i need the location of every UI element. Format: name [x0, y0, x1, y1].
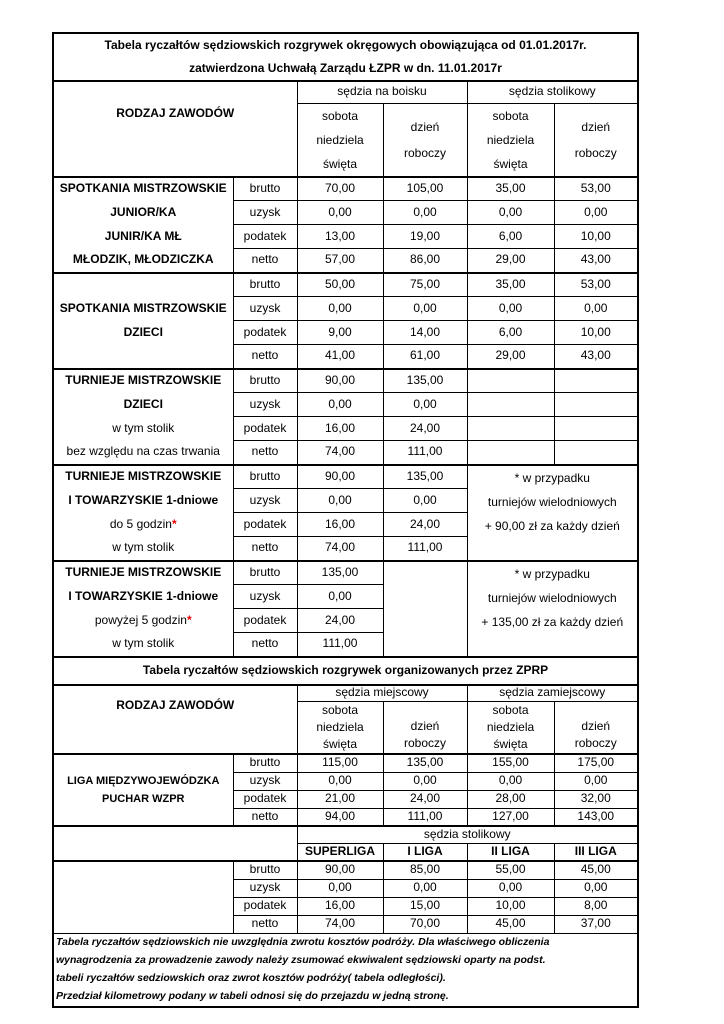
sec5-label-3 [53, 609, 233, 633]
row-label-brutto: brutto [233, 561, 297, 585]
value-cell: 70,00 [383, 915, 467, 933]
empty-cell [554, 417, 638, 441]
note-line: turniejów wielodniowych [487, 494, 617, 509]
note-line: * w przypadku [514, 566, 590, 581]
sec1-label-1: SPOTKANIA MISTRZOWSKIE [59, 181, 227, 196]
header-workday-2 [554, 103, 638, 177]
value-cell: 53,00 [554, 177, 638, 201]
row-label-netto: netto [233, 633, 297, 657]
empty-cell [554, 369, 638, 393]
row-label-podatek: podatek [233, 790, 297, 808]
value-cell: 24,00 [383, 417, 467, 441]
row-label-podatek: podatek [233, 417, 297, 441]
value-cell: 28,00 [467, 790, 554, 808]
value-cell: 90,00 [297, 861, 383, 879]
value-cell: 143,00 [554, 808, 638, 826]
header-swieta: święta [322, 156, 357, 171]
value-cell: 50,00 [297, 273, 383, 297]
value-cell: 111,00 [297, 633, 383, 657]
header-rodzaj-zawodow: RODZAJ ZAWODÓW [53, 81, 297, 177]
header-swieta: święta [322, 737, 357, 751]
header-workday-1 [383, 103, 467, 177]
header-sobota: sobota [492, 703, 529, 717]
row-label-brutto: brutto [233, 369, 297, 393]
footnote-line-1: Tabela ryczałtów sędziowskich nie uwzględnia zwrotu kosztów podróży. Dla właściwego obliczenia [56, 936, 550, 949]
sec4-note [467, 465, 638, 561]
header-roboczy: roboczy [403, 145, 447, 160]
value-cell: 6,00 [467, 321, 554, 345]
header-i-liga: I LIGA [383, 843, 467, 861]
value-cell: 10,00 [554, 321, 638, 345]
value-cell: 0,00 [297, 393, 383, 417]
header-superliga: SUPERLIGA [297, 843, 383, 861]
header-roboczy: roboczy [403, 735, 447, 750]
value-cell: 74,00 [297, 441, 383, 465]
value-cell: 0,00 [554, 879, 638, 897]
header-iii-liga: III LIGA [554, 843, 638, 861]
sec2-label-2: DZIECI [123, 324, 163, 339]
header-swieta: święta [493, 156, 528, 171]
header2-weekend-1 [297, 702, 383, 755]
empty-cell [383, 561, 467, 657]
sec2-label-1: SPOTKANIA MISTRZOWSKIE [59, 300, 227, 315]
value-cell: 21,00 [297, 790, 383, 808]
row-label-uzysk: uzysk [233, 585, 297, 609]
header-sobota: sobota [321, 703, 359, 717]
empty-cell [467, 393, 554, 417]
value-cell: 111,00 [383, 441, 467, 465]
value-cell: 37,00 [554, 915, 638, 933]
value-cell: 0,00 [467, 879, 554, 897]
header-sedzia-zamiejscowy: sędzia zamiejscowy [467, 685, 638, 702]
empty-cell [467, 441, 554, 465]
sec5-label-4: w tym stolik [112, 636, 175, 651]
value-cell: 41,00 [297, 345, 383, 369]
value-cell: 53,00 [554, 273, 638, 297]
value-cell: 70,00 [297, 177, 383, 201]
value-cell: 61,00 [383, 345, 467, 369]
value-cell: 0,00 [297, 201, 383, 225]
header-sedzia-miejscowy: sędzia miejscowy [297, 685, 467, 702]
footnote-line-2: wynagrodzenia za prowadzenie zawody należy zsumować ekwiwalent sędziowski oparty na podst. [56, 953, 546, 966]
empty-cell [554, 393, 638, 417]
value-cell: 35,00 [467, 177, 554, 201]
value-cell: 111,00 [383, 808, 467, 826]
value-cell: 74,00 [297, 537, 383, 561]
value-cell: 45,00 [467, 915, 554, 933]
value-cell: 29,00 [467, 249, 554, 273]
value-cell: 16,00 [297, 417, 383, 441]
value-cell: 135,00 [383, 369, 467, 393]
value-cell: 55,00 [467, 861, 554, 879]
value-cell: 0,00 [467, 772, 554, 790]
sec3-label-2: DZIECI [123, 396, 163, 411]
row-label-brutto: brutto [233, 273, 297, 297]
value-cell: 19,00 [383, 225, 467, 249]
value-cell: 127,00 [467, 808, 554, 826]
value-cell: 0,00 [383, 297, 467, 321]
value-cell: 85,00 [383, 861, 467, 879]
value-cell: 115,00 [297, 754, 383, 772]
sec3-label-1: TURNIEJE MISTRZOWSKIE [65, 373, 222, 388]
row-label-netto: netto [233, 808, 297, 826]
header-niedziela: niedziela [486, 132, 535, 147]
header-niedziela: niedziela [316, 132, 364, 147]
value-cell: 0,00 [554, 772, 638, 790]
value-cell: 90,00 [297, 369, 383, 393]
sec4-label-3-text: do 5 godzin [109, 516, 172, 531]
row-label-brutto: brutto [233, 754, 297, 772]
title-line-2: zatwierdzona Uchwałą Zarządu ŁZPR w dn. 11.01.2017r [53, 57, 638, 81]
value-cell: 135,00 [383, 465, 467, 489]
value-cell: 43,00 [554, 345, 638, 369]
empty-header-cell [53, 826, 297, 861]
row-label-podatek: podatek [233, 225, 297, 249]
header-sedzia-stolikowy: sędzia stolikowy [467, 81, 638, 103]
header-roboczy: roboczy [574, 145, 617, 160]
value-cell: 0,00 [554, 201, 638, 225]
header-niedziela: niedziela [486, 720, 535, 734]
header2-rodzaj-zawodow: RODZAJ ZAWODÓW [53, 685, 297, 755]
value-cell: 0,00 [467, 201, 554, 225]
value-cell: 75,00 [383, 273, 467, 297]
sec1-label-4: MŁODZIK, MŁODZICZKA [72, 252, 214, 267]
value-cell: 0,00 [383, 879, 467, 897]
row-label-podatek: podatek [233, 897, 297, 915]
note-line: + 135,00 zł za każdy dzień [481, 614, 624, 629]
value-cell: 0,00 [297, 489, 383, 513]
value-cell: 16,00 [297, 513, 383, 537]
value-cell: 0,00 [297, 772, 383, 790]
row-label-uzysk: uzysk [233, 772, 297, 790]
sec6-label-1: LIGA MIĘDZYWOJEWÓDZKA [67, 774, 220, 787]
row-label-podatek: podatek [233, 513, 297, 537]
sec1-label-2: JUNIOR/KA [110, 204, 177, 219]
fee-table [52, 32, 639, 1008]
header-weekend-2 [467, 103, 554, 177]
sec5-label-3-text: powyżej 5 godzin [94, 612, 187, 627]
value-cell: 6,00 [467, 225, 554, 249]
value-cell: 10,00 [554, 225, 638, 249]
header-sedzia-stolikowy-2: sędzia stolikowy [297, 826, 638, 843]
row-label-uzysk: uzysk [233, 879, 297, 897]
row-label-uzysk: uzysk [233, 489, 297, 513]
header-sedzia-na-boisku: sędzia na boisku [297, 81, 467, 103]
header-dzien: dzień [410, 119, 440, 134]
sec4-label-1: TURNIEJE MISTRZOWSKIE [65, 469, 222, 484]
header-swieta: święta [493, 737, 528, 751]
value-cell: 94,00 [297, 808, 383, 826]
sec5-note [467, 561, 638, 657]
footnote-line-3: tabeli ryczałtów sedziowskich oraz zwrot kosztów podróży( tabela odległości). [56, 971, 446, 984]
row-label-netto: netto [233, 249, 297, 273]
empty-cell [554, 441, 638, 465]
red-asterisk: * [171, 516, 177, 531]
sec5-label-1: TURNIEJE MISTRZOWSKIE [65, 565, 222, 580]
value-cell: 0,00 [297, 585, 383, 609]
sec1-label-3: JUNIR/KA MŁ [104, 228, 182, 243]
header2-weekend-2 [467, 702, 554, 755]
row-label-brutto: brutto [233, 861, 297, 879]
row-label-podatek: podatek [233, 321, 297, 345]
sec6-label-2: PUCHAR WZPR [102, 792, 185, 805]
header-roboczy: roboczy [574, 735, 617, 750]
sec4-label-3 [53, 513, 233, 537]
note-line: turniejów wielodniowych [487, 590, 617, 605]
value-cell: 57,00 [297, 249, 383, 273]
title-line-1: Tabela ryczałtów sędziowskich rozgrywek okręgowych obowiązująca od 01.01.2017r. [104, 37, 587, 52]
row-label-uzysk: uzysk [233, 393, 297, 417]
note-line: * w przypadku [514, 470, 590, 485]
value-cell: 15,00 [383, 897, 467, 915]
value-cell: 0,00 [297, 879, 383, 897]
sec3-label-3: w tym stolik [112, 420, 175, 435]
header-dzien: dzień [581, 718, 611, 733]
value-cell: 155,00 [467, 754, 554, 772]
value-cell: 111,00 [383, 537, 467, 561]
header-niedziela: niedziela [316, 720, 364, 734]
sec3-label-4: bez względu na czas trwania [66, 444, 220, 459]
value-cell: 24,00 [297, 609, 383, 633]
value-cell: 0,00 [383, 201, 467, 225]
value-cell: 24,00 [383, 790, 467, 808]
header-dzien: dzień [581, 119, 611, 134]
value-cell: 13,00 [297, 225, 383, 249]
footnote-line-4: Przedział kilometrowy podany w tabeli odnosi się do przejazdu w jedną stronę. [56, 990, 449, 1003]
row-label-netto: netto [233, 915, 297, 933]
header-ii-liga: II LIGA [467, 843, 554, 861]
header2-workday-1 [383, 702, 467, 755]
row-label-uzysk: uzysk [233, 201, 297, 225]
value-cell: 29,00 [467, 345, 554, 369]
value-cell: 0,00 [383, 772, 467, 790]
header2-workday-2 [554, 702, 638, 755]
empty-cell [467, 369, 554, 393]
header-sobota: sobota [492, 108, 529, 123]
value-cell: 45,00 [554, 861, 638, 879]
red-asterisk: * [186, 612, 192, 627]
row-label-netto: netto [233, 441, 297, 465]
header-sobota: sobota [321, 108, 359, 123]
value-cell: 0,00 [297, 297, 383, 321]
value-cell: 8,00 [554, 897, 638, 915]
value-cell: 10,00 [467, 897, 554, 915]
value-cell: 32,00 [554, 790, 638, 808]
row-label-uzysk: uzysk [233, 297, 297, 321]
value-cell: 43,00 [554, 249, 638, 273]
sec4-label-4: w tym stolik [112, 540, 175, 555]
title-zprp: Tabela ryczałtów sędziowskich rozgrywek organizowanych przez ZPRP [142, 662, 549, 677]
row-label-brutto: brutto [233, 465, 297, 489]
sec5-label-2: I TOWARZYSKIE 1-dniowe [68, 588, 219, 603]
value-cell: 9,00 [297, 321, 383, 345]
referee-fee-sheet [52, 32, 637, 1008]
value-cell: 0,00 [383, 393, 467, 417]
empty-cell [467, 417, 554, 441]
value-cell: 35,00 [467, 273, 554, 297]
value-cell: 0,00 [467, 297, 554, 321]
value-cell: 16,00 [297, 897, 383, 915]
row-label-podatek: podatek [233, 609, 297, 633]
row-label-netto: netto [233, 537, 297, 561]
header-weekend-1 [297, 103, 383, 177]
value-cell: 0,00 [383, 489, 467, 513]
value-cell: 86,00 [383, 249, 467, 273]
value-cell: 175,00 [554, 754, 638, 772]
value-cell: 135,00 [383, 754, 467, 772]
row-label-netto: netto [233, 345, 297, 369]
value-cell: 105,00 [383, 177, 467, 201]
sec4-label-2: I TOWARZYSKIE 1-dniowe [68, 492, 219, 507]
value-cell: 74,00 [297, 915, 383, 933]
value-cell: 90,00 [297, 465, 383, 489]
value-cell: 135,00 [297, 561, 383, 585]
header-dzien: dzień [410, 718, 440, 733]
row-label-brutto: brutto [233, 177, 297, 201]
value-cell: 0,00 [554, 297, 638, 321]
note-line: + 90,00 zł za każdy dzień [484, 518, 620, 533]
value-cell: 14,00 [383, 321, 467, 345]
value-cell: 24,00 [383, 513, 467, 537]
